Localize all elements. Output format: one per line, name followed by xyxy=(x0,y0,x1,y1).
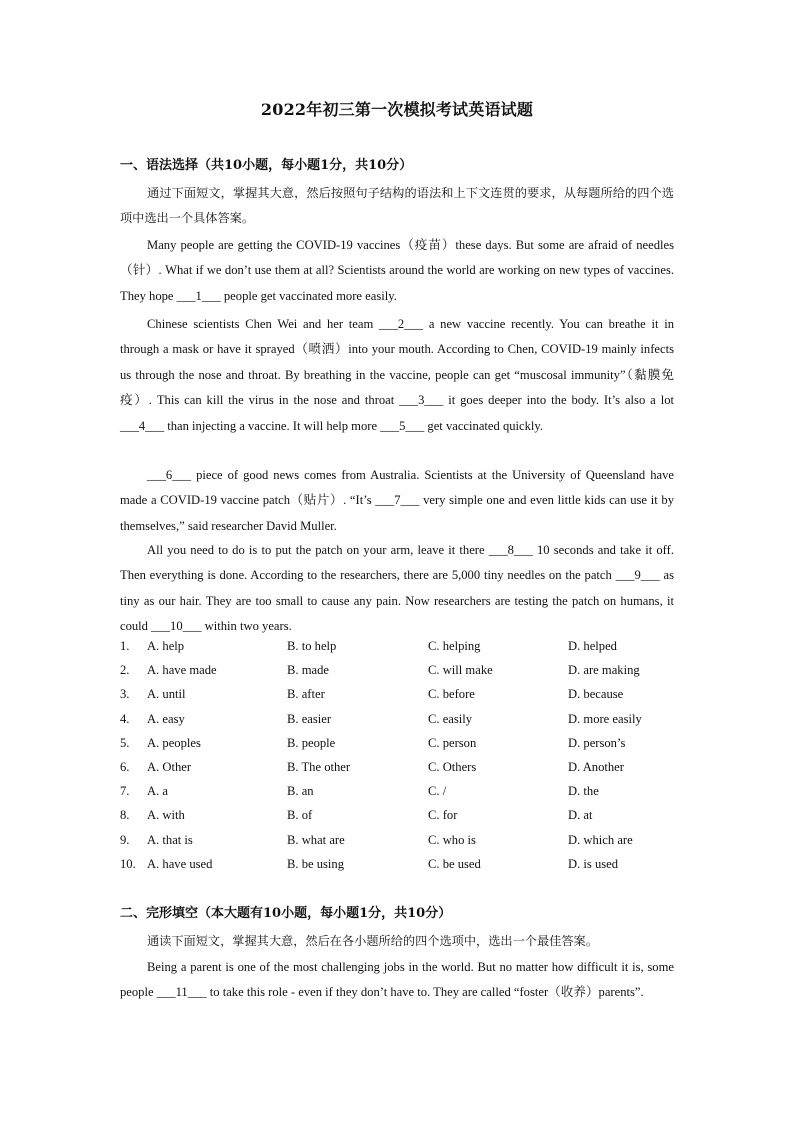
passage-paragraph-1: Many people are getting the COVID-19 vaccines（疫苗）these days. But some are afraid of needles（针）. What if we don’t use them at all? Scientists around the world are working on new types of vaccines. They hope ___1___ people get vaccinated more easily. xyxy=(120,238,674,303)
question-number: 7. xyxy=(120,784,130,799)
options-list xyxy=(120,636,680,878)
option-c: C. person xyxy=(428,735,477,750)
option-row xyxy=(120,733,680,757)
option-d: D. which are xyxy=(568,832,633,847)
option-b: B. made xyxy=(287,663,329,678)
question-number: 5. xyxy=(120,735,130,750)
question-number: 9. xyxy=(120,832,130,847)
option-d: D. are making xyxy=(568,663,640,678)
option-c: C. Others xyxy=(428,759,477,774)
passage-paragraph-3: ___6___ piece of good news comes from Australia. Scientists at the University of Queensland have made a COVID-19 vaccine patch（贴片）. “It’s ___7___ very simple one and even little kids can use it by themselves,” said researcher David Muller. xyxy=(120,468,674,533)
option-c: C. before xyxy=(428,687,475,702)
option-a: A. with xyxy=(147,808,185,823)
option-d: D. is used xyxy=(568,856,619,871)
section1-instruction: 通过下面短文，掌握其大意，然后按照句子结构的语法和上下文连贯的要求，从每题所给的四个选项中选出一个具体答案。 xyxy=(120,186,674,226)
option-a: A. help xyxy=(147,639,185,653)
question-number: 4. xyxy=(120,711,130,726)
option-c: C. for xyxy=(428,808,458,823)
question-number: 3. xyxy=(120,687,130,702)
section1-heading: 一、语法选择（共10小题，每小题1分，共10分） xyxy=(120,158,413,173)
option-c: C. be used xyxy=(428,856,481,871)
section2-instruction: 通读下面短文，掌握其大意，然后在各小题所给的四个选项中，选出一个最佳答案。 xyxy=(147,934,598,948)
question-number: 2. xyxy=(120,663,130,678)
option-row xyxy=(120,830,680,854)
option-row xyxy=(120,660,680,684)
option-c: C. who is xyxy=(428,832,476,847)
section2-heading: 二、完形填空（本大题有10小题，每小题1分，共10分） xyxy=(120,906,452,921)
option-d: D. more easily xyxy=(568,711,642,726)
option-d: D. at xyxy=(568,808,593,823)
option-row xyxy=(120,636,680,660)
option-a: A. a xyxy=(147,784,168,799)
option-a: A. have made xyxy=(147,663,217,678)
option-row xyxy=(120,854,680,878)
section2-paragraph: Being a parent is one of the most challenging jobs in the world. But no matter how difficult it is, some people ___11___ to take this role - even if they don’t have to. They are called “foster（收养）parents”. xyxy=(120,960,674,1000)
option-b: B. to help xyxy=(287,639,337,653)
option-d: D. because xyxy=(568,687,624,702)
page-title: 2022年初三第一次模拟考试英语试题 xyxy=(260,100,534,119)
option-d: D. person’s xyxy=(568,735,626,750)
option-row xyxy=(120,684,680,708)
option-a: A. until xyxy=(147,687,186,702)
option-b: B. an xyxy=(287,784,314,799)
option-b: B. The other xyxy=(287,759,351,774)
option-a: A. peoples xyxy=(147,735,201,750)
option-b: B. be using xyxy=(287,856,345,871)
option-c: C. easily xyxy=(428,711,473,726)
option-c: C. helping xyxy=(428,639,481,653)
option-a: A. that is xyxy=(147,832,193,847)
option-a: A. Other xyxy=(147,759,192,774)
option-d: D. Another xyxy=(568,759,624,774)
question-number: 8. xyxy=(120,808,130,823)
option-b: B. of xyxy=(287,808,313,823)
option-row xyxy=(120,709,680,733)
option-b: B. after xyxy=(287,687,325,702)
option-d: D. the xyxy=(568,784,599,799)
question-number: 1. xyxy=(120,639,130,653)
option-row xyxy=(120,757,680,781)
option-b: B. what are xyxy=(287,832,345,847)
option-c: C. will make xyxy=(428,663,493,678)
option-a: A. have used xyxy=(147,856,213,871)
option-row xyxy=(120,781,680,805)
question-number: 10. xyxy=(120,856,136,871)
option-row xyxy=(120,805,680,829)
question-number: 6. xyxy=(120,759,130,774)
option-b: B. people xyxy=(287,735,336,750)
passage-paragraph-2: Chinese scientists Chen Wei and her team ___2___ a new vaccine recently. You can breathe it in through a mask or have it sprayed（喷洒）into your mouth. According to Chen, COVID-19 mainly infects us through the nose and throat. By breathing in the vaccine, people can get “muscosal immunity”（黏膜免疫）. This can kill the virus in the nose and throat ___3___ it goes deeper into the body. It’s also a lot ___4___ than injecting a vaccine. It will help more ___5___ get vaccinated quickly. xyxy=(120,317,674,433)
passage-paragraph-4: All you need to do is to put the patch on your arm, leave it there ___8___ 10 seconds and take it off. Then everything is done. According to the researchers, there are 5,000 tiny needles on the patch ___9___ as tiny as our hair. They are too small to cause any pain. Now researchers are testing the patch on humans, it could ___10___ within two years. xyxy=(120,543,674,634)
option-d: D. helped xyxy=(568,639,617,653)
option-c: C. / xyxy=(428,784,447,799)
option-a: A. easy xyxy=(147,711,185,726)
option-b: B. easier xyxy=(287,711,332,726)
